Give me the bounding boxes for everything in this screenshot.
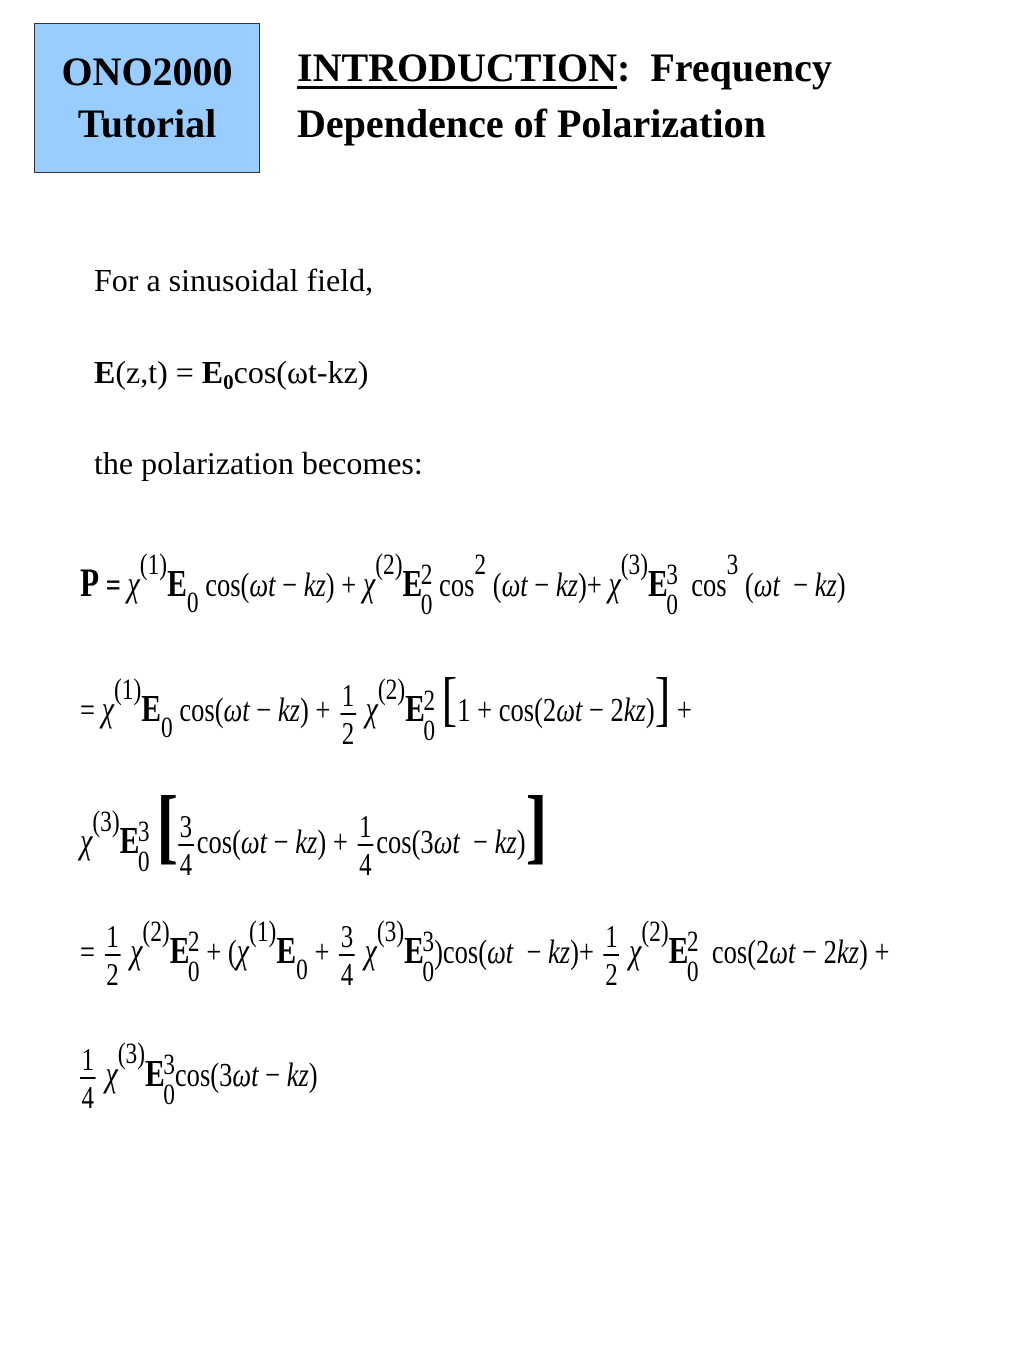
equation-3: χ(3)E 3 0 [ $\frac{3}{4}$ cos(ωt − kz) + $\frac{1}{4}$ cos(3ωt − kz)]: [80, 778, 548, 883]
field-E0: E: [201, 354, 224, 390]
title-rest-2: Dependence of Polarization: [297, 101, 766, 146]
equation-1: P = χ(1)E0 cos(ωt − kz) + χ(2)E 2 0 cos2 (ωt − kz)+ χ(3)E 3 0 cos3 (ωt − kz): [80, 547, 846, 621]
field-E: E: [94, 354, 116, 390]
title-head: INTRODUCTION: [297, 45, 618, 90]
field-equation: [94, 354, 368, 395]
title-colon: :: [617, 45, 631, 90]
field-E0-sub: 0: [223, 370, 234, 394]
equation-4: = $\frac{1}{2}$ χ(2)E 2 0 + (χ(1)E0 + $\frac{3}{4}$ χ(3)E 3 0 )cos(ωt − kz)+ $\frac{1}{2}$ χ(2)E 2 0 cos(2ωt − 2kz) +: [80, 914, 890, 992]
field-mid: (z,t) =: [115, 354, 202, 390]
polarization-intro: the polarization becomes:: [94, 445, 423, 481]
equation-2: = χ(1)E0 cos(ωt − kz) + $\frac{1}{2}$ χ(2)E 2 0 [1 + cos(2ωt − 2kz)] +: [80, 666, 692, 751]
badge-line-2: Tutorial: [77, 101, 217, 146]
badge-line-1: ONO2000: [61, 49, 233, 94]
title-rest-1: Frequency: [650, 45, 832, 90]
equation-5: $\frac{1}{4}$ χ(3)E 3 0 cos(3ωt − kz): [81, 1037, 318, 1115]
course-badge: [34, 23, 260, 173]
field-tail: cos(ωt-kz): [233, 354, 369, 390]
intro-line: For a sinusoidal field,: [94, 262, 374, 298]
page-title: [297, 40, 997, 152]
